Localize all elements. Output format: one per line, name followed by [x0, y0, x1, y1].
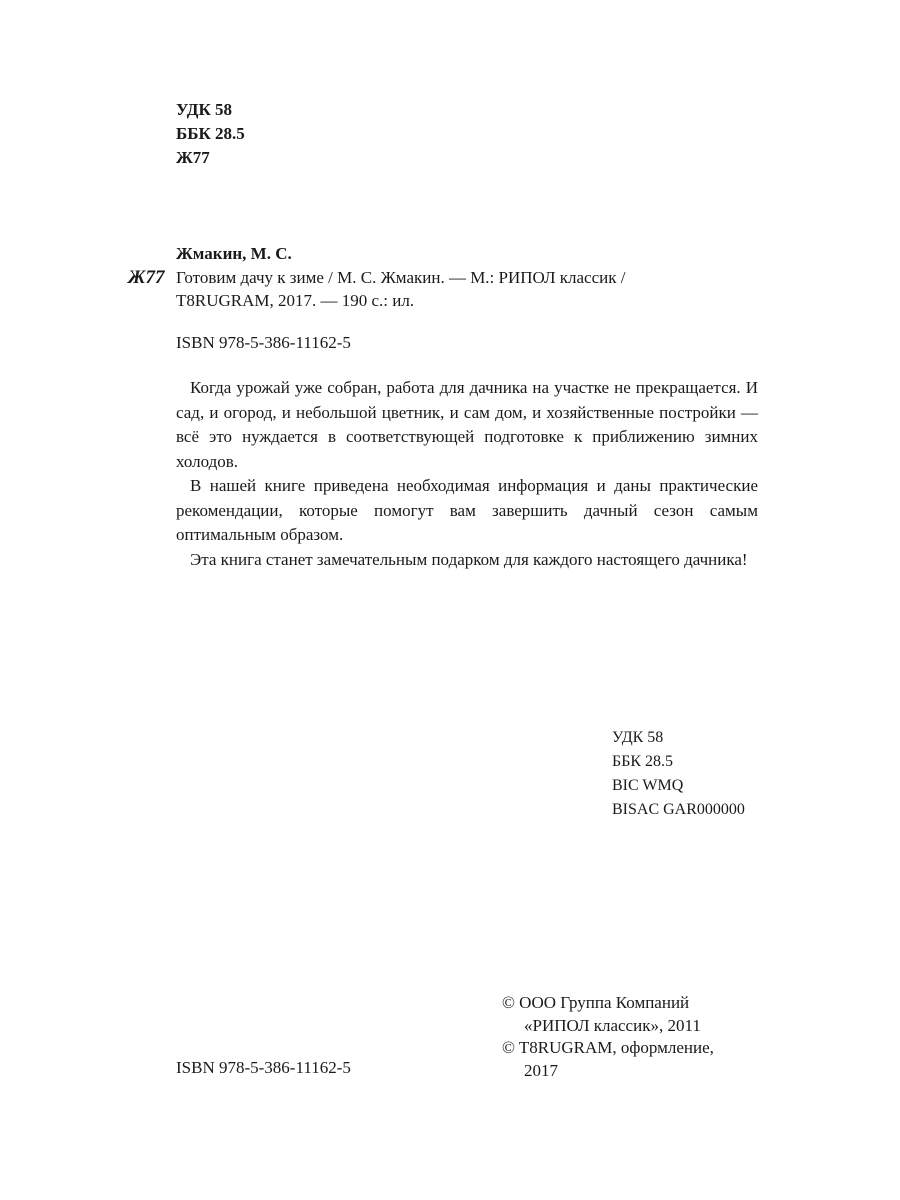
bibliographic-line-2: T8RUGRAM, 2017. — 190 с.: ил.	[176, 291, 415, 310]
copyright-block	[502, 992, 714, 1082]
annotation-paragraph: Когда урожай уже собран, работа для дачника на участке не прекращается. И сад, и огород, и небольшой цветник, и сам дом, и хозяйственные постройки — всё это нуждается в соответствующей подготовке к приближению зимних холодов.	[176, 378, 758, 471]
annotation-paragraph: Эта книга станет замечательным подарком для каждого настоящего дачника!	[190, 549, 748, 569]
bbk-code: ББК 28.5	[176, 124, 245, 143]
annotation-text	[176, 376, 758, 572]
author-mark-code: Ж77	[176, 148, 210, 167]
annotation-paragraph: В нашей книге приведена необходимая информация и даны практические рекомендации, которые помогут вам завершить дачный сезон самым оптимальным образом.	[176, 476, 758, 544]
copyright-line-4: 2017	[524, 1060, 558, 1080]
author-name: Жмакин, М. С.	[176, 244, 292, 263]
classification-codes	[612, 726, 745, 822]
copyright-line-3: © T8RUGRAM, оформление,	[502, 1038, 714, 1057]
copyright-line-2: «РИПОЛ классик», 2011	[524, 1015, 701, 1035]
udk-code-right: УДК 58	[612, 729, 664, 746]
bbk-code-right: ББК 28.5	[612, 753, 674, 770]
bisac-code: BISAC GAR000000	[612, 801, 745, 818]
top-classification-codes	[176, 98, 245, 170]
isbn-footer: ISBN 978-5-386-11162-5	[176, 1058, 351, 1077]
bic-code: BIC WMQ	[612, 777, 684, 794]
bibliographic-line-1: Готовим дачу к зиме / М. С. Жмакин. — М.: РИПОЛ классик /	[176, 268, 626, 287]
author-mark: Ж77	[128, 267, 165, 288]
copyright-line-1: © ООО Группа Компаний	[502, 993, 690, 1012]
udk-code: УДК 58	[176, 100, 233, 119]
isbn-main: ISBN 978-5-386-11162-5	[176, 333, 351, 352]
